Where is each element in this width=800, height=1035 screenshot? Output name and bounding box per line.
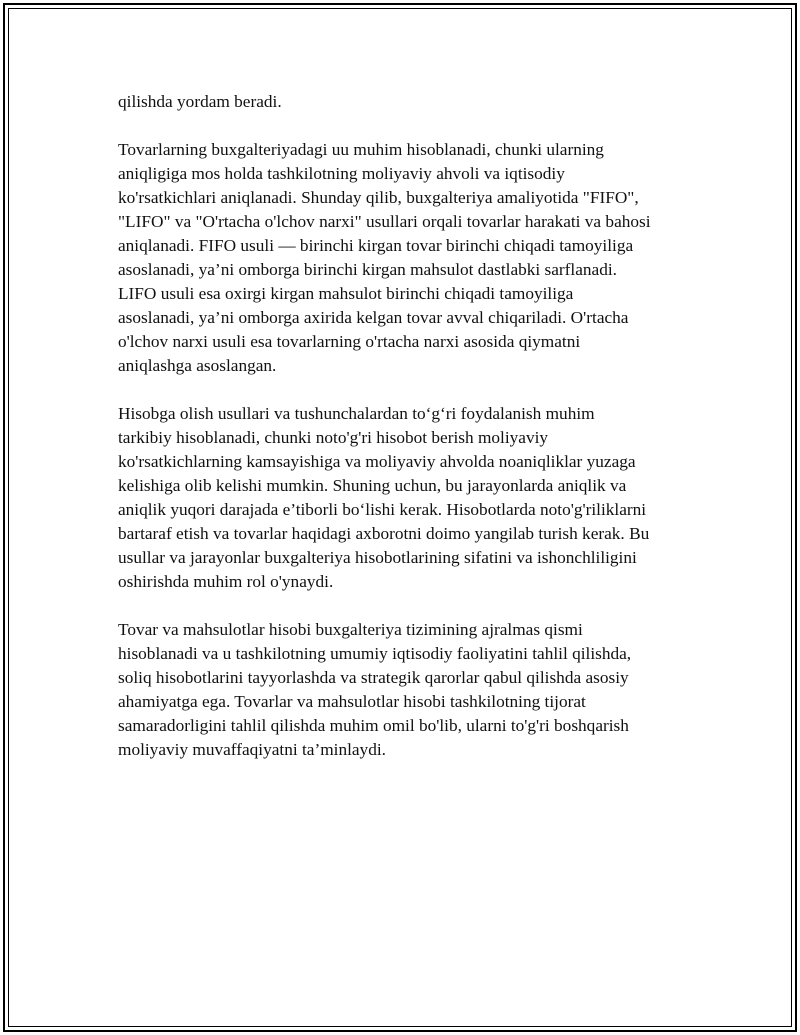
paragraph-accounting-accuracy: Hisobga olish usullari va tushunchalardan to‘g‘ri foydalanish muhim tarkibiy hisoblanadi, chunki noto'g'ri hisobot berish moliyaviy ko'rsatkichlarning kamsayishiga va moliyaviy ahvolda noaniqliklar yuzaga kelishiga olib kelishi mumkin. Shuning uchun, bu jarayonlarda aniqlik va aniqlik yuqori darajada e’tiborli bo‘lishi kerak. Hisobotlarda noto'g'riliklarni bartaraf etish va tovarlar haqidagi axborotni doimo yangilab turish kerak. Bu usullar va jarayonlar buxgalteriya hisobotlarining sifatini va ishonchliligini oshirishda muhim rol o'ynaydi. bbox=[118, 404, 650, 591]
paragraph-inventory-methods: Tovarlarning buxgalteriyadagi uu muhim hisoblanadi, chunki ularning aniqligiga mos holda tashkilotning moliyaviy ahvoli va iqtisodiy ko'rsatkichlari aniqlanadi. Shunday qilib, buxgalteriya amaliyotida "FIFO", "LIFO" va "O'rtacha o'lchov narxi" usullari orqali tovarlar harakati va bahosi aniqlanadi. FIFO usuli — birinchi kirgan tovar birinchi chiqadi tamoyiliga asoslanadi, ya’ni omborga birinchi kirgan mahsulot dastlabki sarflanadi. LIFO usuli esa oxirgi kirgan mahsulot birinchi chiqadi tamoyiliga asoslanadi, ya’ni omborga axirida kelgan tovar avval chiqariladi. O'rtacha o'lchov narxi usuli esa tovarlarning o'rtacha narxi asosida qiymatni aniqlashga asoslangan. bbox=[118, 140, 651, 375]
paragraph-conclusion: Tovar va mahsulotlar hisobi buxgalteriya tizimining ajralmas qismi hisoblanadi va u tashkilotning umumiy iqtisodiy faoliyatini tahlil qilishda, soliq hisobotlarini tayyorlashda va strategik qarorlar qabul qilishda asosiy ahamiyatga ega. Tovarlar va mahsulotlar hisobi tashkilotning tijorat samaradorligini tahlil qilishda muhim omil bo'lib, ularni to'g'ri boshqarish moliyaviy muvaffaqiyatni ta’minlaydi. bbox=[118, 620, 632, 759]
paragraph-continuation: qilishda yordam beradi. bbox=[118, 92, 282, 111]
document-body bbox=[118, 90, 690, 786]
